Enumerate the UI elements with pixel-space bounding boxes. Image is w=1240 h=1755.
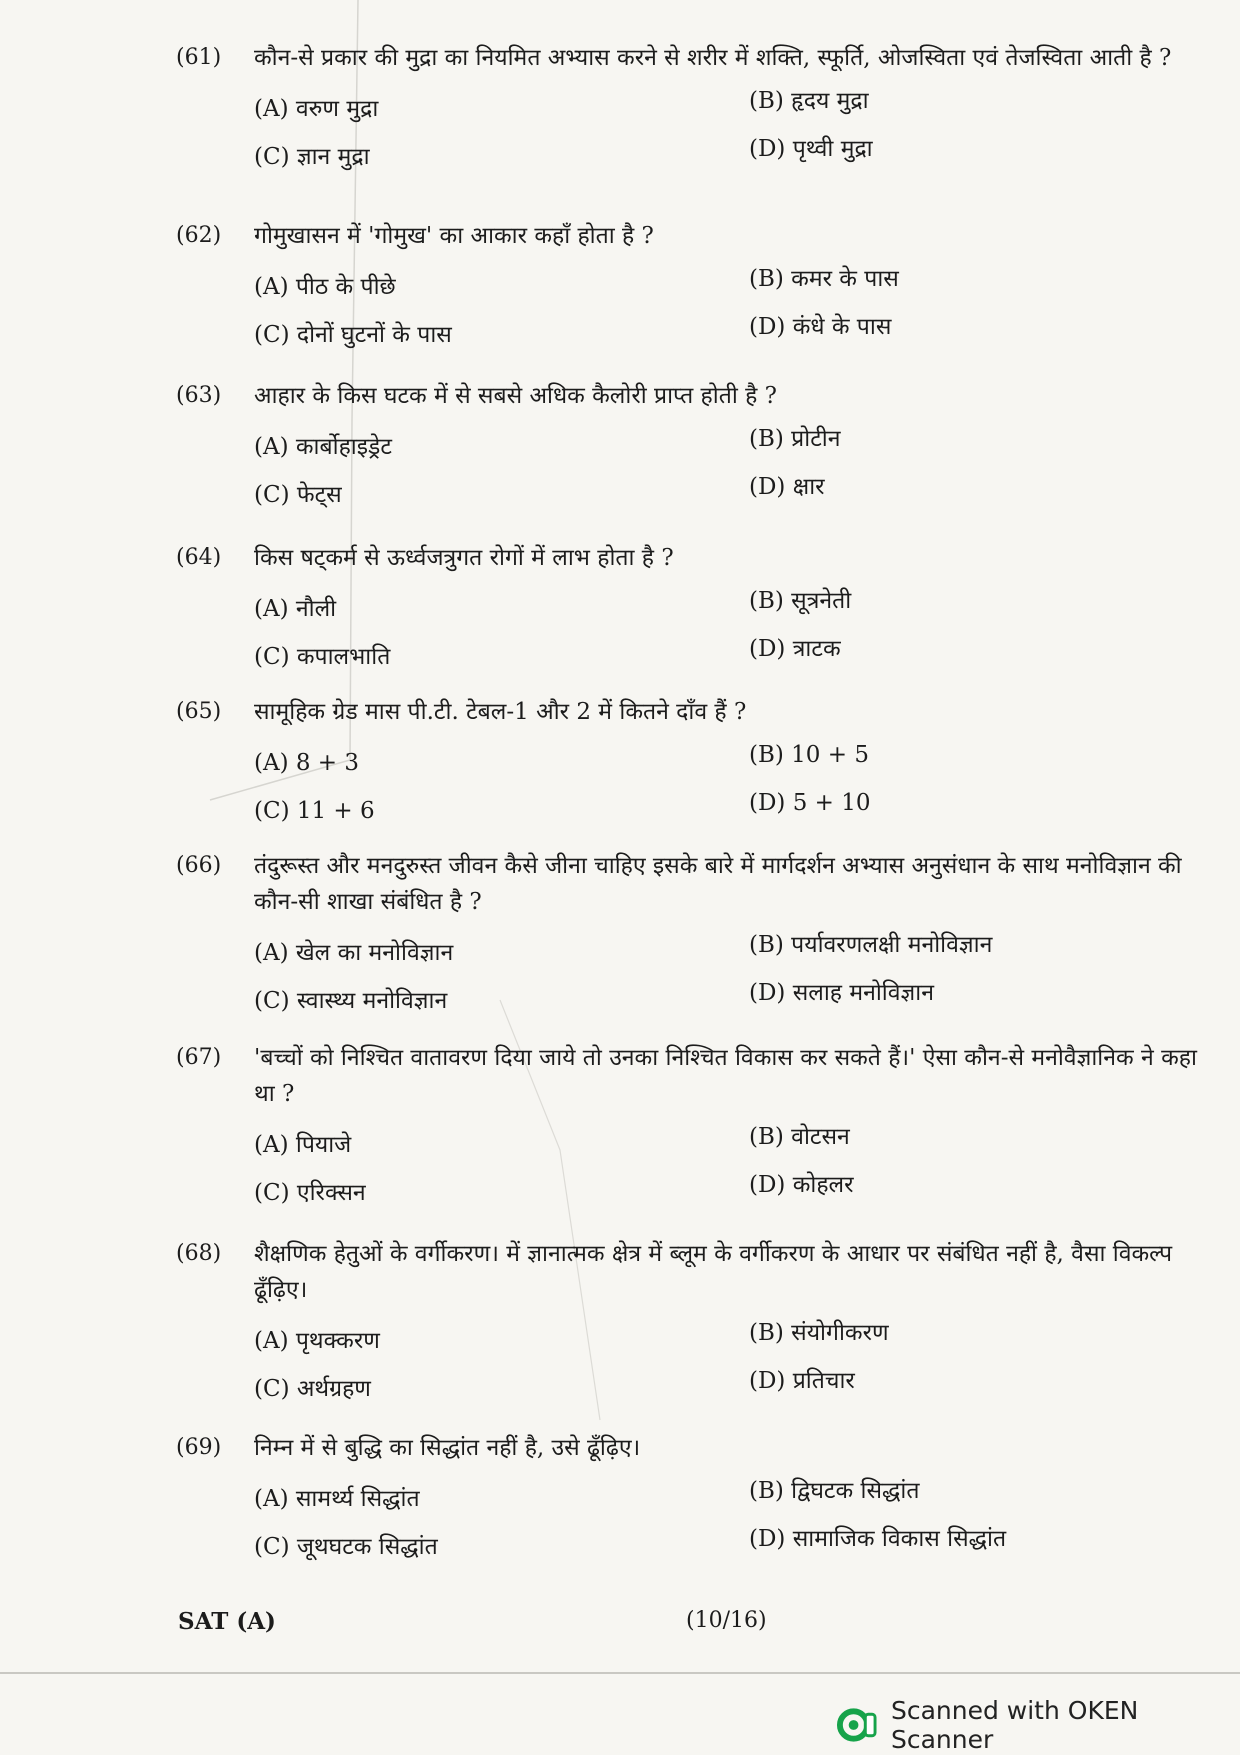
scanner-label: Scanned with OKEN Scanner [890,1696,1139,1754]
option-a: (A) पियाजे [254,1132,352,1158]
option-c: (C) अर्थग्रहण [254,1376,371,1402]
option-b: (B) द्विघटक सिद्धांत [749,1478,920,1504]
option-b: (B) प्रोटीन [749,426,841,452]
option-c: (C) जूथघटक सिद्धांत [254,1534,438,1560]
option-a: (A) वरुण मुद्रा [254,96,379,122]
option-b: (B) 10 + 5 [749,742,869,768]
question-number: (69) [176,1435,222,1460]
option-c: (C) 11 + 6 [254,798,375,824]
paper-code: SAT (A) [178,1608,276,1635]
option-d: (D) 5 + 10 [749,790,871,816]
option-b: (B) संयोगीकरण [749,1320,889,1346]
question-67 [176,1040,1221,1216]
question-text: सामूहिक ग्रेड मास पी.टी. टेबल-1 और 2 में कितने दाँव हैं ? [254,699,747,725]
question-68 [176,1236,1221,1412]
question-text: शैक्षणिक हेतुओं के वर्गीकरण। में ज्ञानात्मक क्षेत्र में ब्लूम के वर्गीकरण के आधार पर संबंधित नहीं है, वैसा विकल्प ढूँढ़िए। [254,1241,1173,1303]
option-b: (B) कमर के पास [749,266,899,292]
question-text: निम्न में से बुद्धि का सिद्धांत नहीं है, उसे ढूँढ़िए। [254,1435,641,1461]
question-64 [176,540,1221,680]
options [254,920,1221,1024]
question-61 [176,40,1221,180]
question-66 [176,848,1221,1024]
question-text: तंदुरूस्त और मनदुरुस्त जीवन कैसे जीना चाहिए इसके बारे में मार्गदर्शन अभ्यास अनुसंधान के साथ मनोविज्ञान की कौन-सी शाखा संबंधित है ? [254,853,1182,915]
question-text: किस षट्कर्म से ऊर्ध्वजत्रुगत रोगों में लाभ होता है ? [254,545,674,571]
question-number: (66) [176,853,222,878]
page-number: (10/16) [686,1608,767,1633]
option-d: (D) त्राटक [749,636,841,662]
question-number: (63) [176,383,222,408]
options [254,576,1221,680]
option-c: (C) दोनों घुटनों के पास [254,322,452,348]
question-number: (62) [176,223,222,248]
options [254,1308,1221,1412]
question-number: (65) [176,699,222,724]
option-a: (A) खेल का मनोविज्ञान [254,940,454,966]
option-d: (D) सलाह मनोविज्ञान [749,980,935,1006]
option-c: (C) ज्ञान मुद्रा [254,144,370,170]
option-c: (C) एरिक्सन [254,1180,366,1206]
question-text: गोमुखासन में 'गोमुख' का आकार कहाँ होता है ? [254,223,654,249]
question-69 [176,1430,1221,1570]
option-a: (A) पृथक्करण [254,1328,380,1354]
option-a: (A) कार्बोहाइड्रेट [254,434,392,460]
question-65 [176,694,1221,834]
option-b: (B) पर्यावरणलक्षी मनोविज्ञान [749,932,993,958]
options [254,76,1221,180]
option-a: (A) सामर्थ्य सिद्धांत [254,1486,420,1512]
question-text: कौन-से प्रकार की मुद्रा का नियमित अभ्यास करने से शरीर में शक्ति, स्फूर्ति, ओजस्विता एवं तेजस्विता आती है ? [254,45,1172,71]
question-number: (64) [176,545,222,570]
question-number: (61) [176,45,222,70]
option-b: (B) हृदय मुद्रा [749,88,869,114]
question-text: आहार के किस घटक में से सबसे अधिक कैलोरी प्राप्त होती है ? [254,383,777,409]
oken-scanner-logo-icon [836,1706,879,1744]
question-63 [176,378,1221,518]
options [254,1112,1221,1216]
option-b: (B) वोटसन [749,1124,850,1150]
scanner-watermark [836,1696,1240,1754]
options [254,1466,1221,1570]
options [254,414,1221,518]
question-62 [176,218,1221,358]
option-d: (D) सामाजिक विकास सिद्धांत [749,1526,1007,1552]
option-a: (A) 8 + 3 [254,750,360,776]
question-text: 'बच्चों को निश्चित वातावरण दिया जाये तो उनका निश्चित विकास कर सकते हैं।' ऐसा कौन-से मनोवैज्ञानिक ने कहा था ? [254,1045,1197,1107]
option-d: (D) कंधे के पास [749,314,892,340]
option-b: (B) सूत्रनेती [749,588,852,614]
option-a: (A) पीठ के पीछे [254,274,396,300]
option-a: (A) नौली [254,596,337,622]
option-d: (D) कोहलर [749,1172,854,1198]
option-d: (D) प्रतिचार [749,1368,855,1394]
option-c: (C) फेट्स [254,482,342,508]
page-bottom-rule [0,1672,1240,1674]
option-c: (C) कपालभाति [254,644,391,670]
option-c: (C) स्वास्थ्य मनोविज्ञान [254,988,448,1014]
option-d: (D) पृथ्वी मुद्रा [749,136,873,162]
question-number: (68) [176,1241,222,1266]
options [254,730,1221,834]
options [254,254,1221,358]
question-number: (67) [176,1045,222,1070]
option-d: (D) क्षार [749,474,825,500]
